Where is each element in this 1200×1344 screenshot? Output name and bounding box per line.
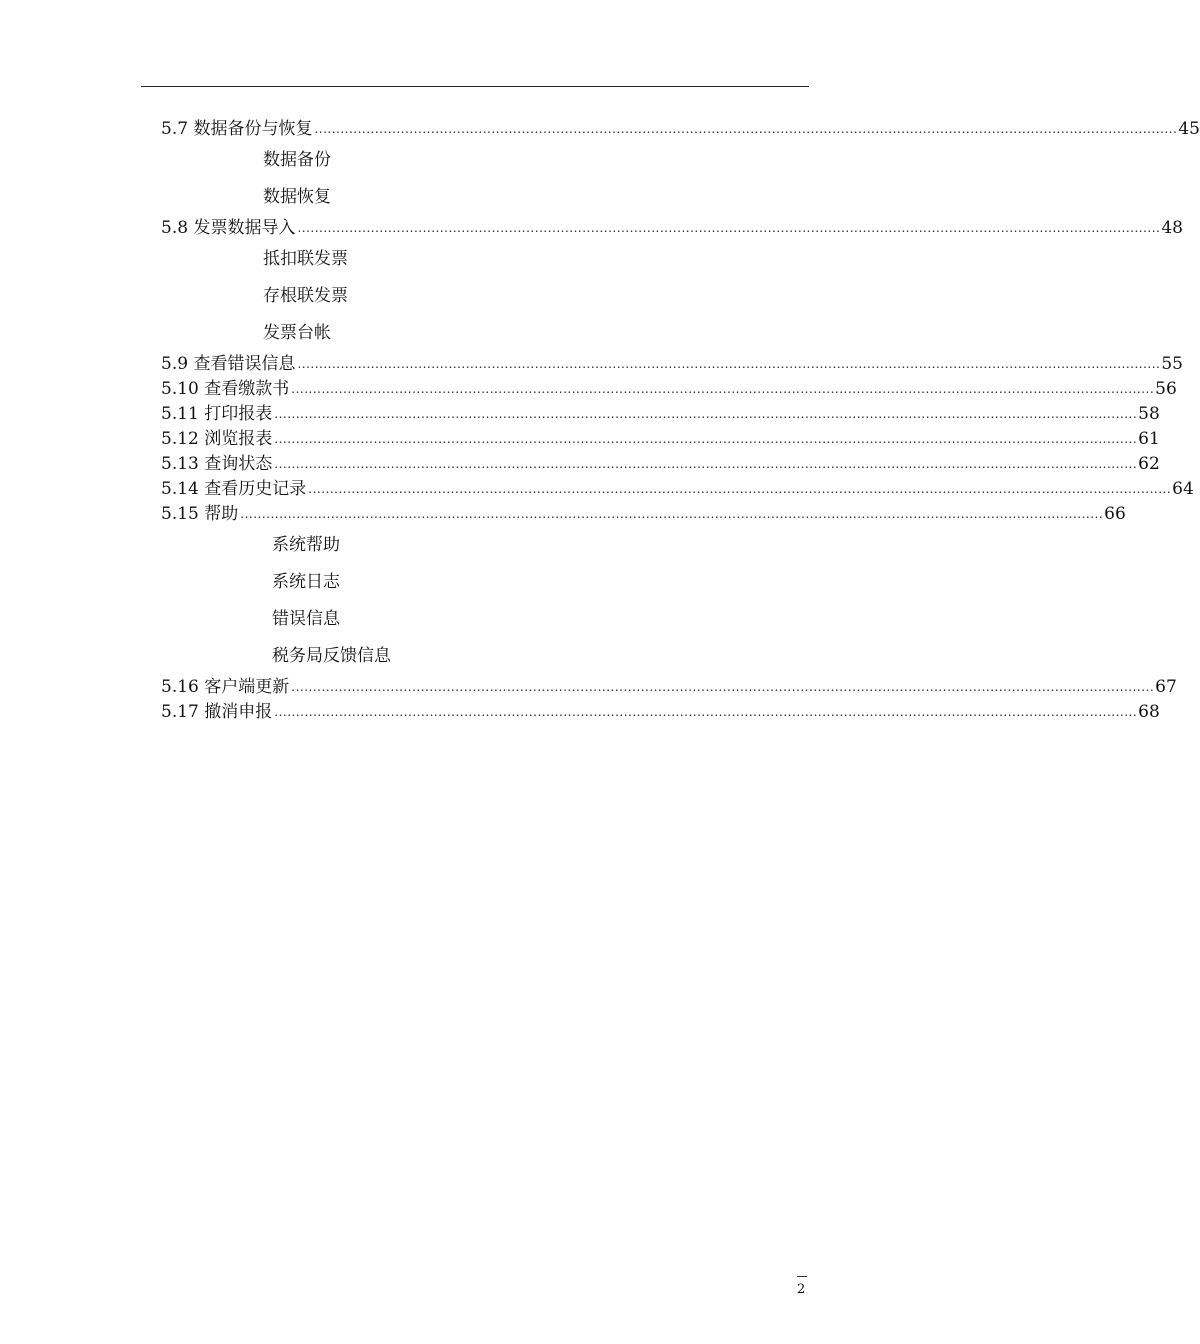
toc-subentry: 错误信息 xyxy=(272,609,340,629)
toc-entry-title: 5.12 浏览报表 xyxy=(161,429,273,449)
toc-entry[interactable] xyxy=(161,399,1160,424)
toc-entry[interactable] xyxy=(161,213,1183,238)
toc-entry-title: 5.14 查看历史记录 xyxy=(161,479,307,499)
toc-leader-dots: ........................................................................................................................................................................................................ xyxy=(291,382,1155,396)
toc-leader-dots: ........................................................................................................................................................................................................ xyxy=(297,357,1161,371)
toc-leader-dots: ........................................................................................................................................................................................................ xyxy=(274,432,1138,446)
toc-subentry: 系统日志 xyxy=(272,572,340,592)
toc-subentry: 数据恢复 xyxy=(263,187,331,207)
toc-entry[interactable] xyxy=(161,449,1160,474)
toc-subentry: 系统帮助 xyxy=(272,535,340,555)
toc-page-number: 68 xyxy=(1138,702,1160,722)
toc-page-number: 61 xyxy=(1138,429,1160,449)
toc-subentry: 抵扣联发票 xyxy=(263,249,348,269)
toc-entry[interactable] xyxy=(161,424,1160,449)
header-rule xyxy=(141,86,809,87)
toc-leader-dots: ........................................................................................................................................................................................................ xyxy=(297,221,1161,235)
toc-leader-dots: ........................................................................................................................................................................................................ xyxy=(291,680,1155,694)
toc-entry-title: 5.9 查看错误信息 xyxy=(161,354,296,374)
page-number-mark xyxy=(797,1276,807,1277)
toc-entry-title: 5.13 查询状态 xyxy=(161,454,273,474)
toc-subentry: 存根联发票 xyxy=(263,286,348,306)
toc-entry-title: 5.10 查看缴款书 xyxy=(161,379,290,399)
toc-entry-title: 5.8 发票数据导入 xyxy=(161,218,296,238)
toc-entry[interactable] xyxy=(161,697,1160,722)
toc-leader-dots: ........................................................................................................................................................................................................ xyxy=(274,705,1138,719)
toc-subentry: 数据备份 xyxy=(263,150,331,170)
toc-page-number: 66 xyxy=(1104,504,1126,524)
toc-entry-title: 5.16 客户端更新 xyxy=(161,677,290,697)
table-of-contents xyxy=(161,114,1200,722)
toc-entry[interactable] xyxy=(161,374,1177,399)
toc-page-number: 67 xyxy=(1155,677,1177,697)
toc-page-number: 45 xyxy=(1178,119,1200,139)
toc-leader-dots: ........................................................................................................................................................................................................ xyxy=(308,482,1172,496)
toc-entry[interactable] xyxy=(161,499,1126,524)
page-number: 2 xyxy=(797,1282,806,1297)
toc-entry-title: 5.7 数据备份与恢复 xyxy=(161,119,313,139)
toc-page-number: 64 xyxy=(1172,479,1194,499)
toc-page-number: 62 xyxy=(1138,454,1160,474)
toc-leader-dots: ........................................................................................................................................................................................................ xyxy=(274,457,1138,471)
toc-page-number: 48 xyxy=(1161,218,1183,238)
toc-entry-title: 5.15 帮助 xyxy=(161,504,239,524)
toc-subentry: 发票台帐 xyxy=(263,323,331,343)
toc-entry[interactable] xyxy=(161,114,1200,139)
toc-leader-dots: ........................................................................................................................................................................................................ xyxy=(240,507,1104,521)
toc-leader-dots: ........................................................................................................................................................................................................ xyxy=(274,407,1138,421)
toc-entry-title: 5.17 撤消申报 xyxy=(161,702,273,722)
toc-entry[interactable] xyxy=(161,672,1177,697)
toc-entry-title: 5.11 打印报表 xyxy=(161,404,273,424)
toc-leader-dots: ........................................................................................................................................................................................................ xyxy=(314,122,1178,136)
toc-page-number: 56 xyxy=(1155,379,1177,399)
toc-subentry: 税务局反馈信息 xyxy=(272,646,391,666)
toc-page-number: 55 xyxy=(1161,354,1183,374)
toc-entry[interactable] xyxy=(161,349,1183,374)
toc-entry[interactable] xyxy=(161,474,1194,499)
toc-page-number: 58 xyxy=(1138,404,1160,424)
